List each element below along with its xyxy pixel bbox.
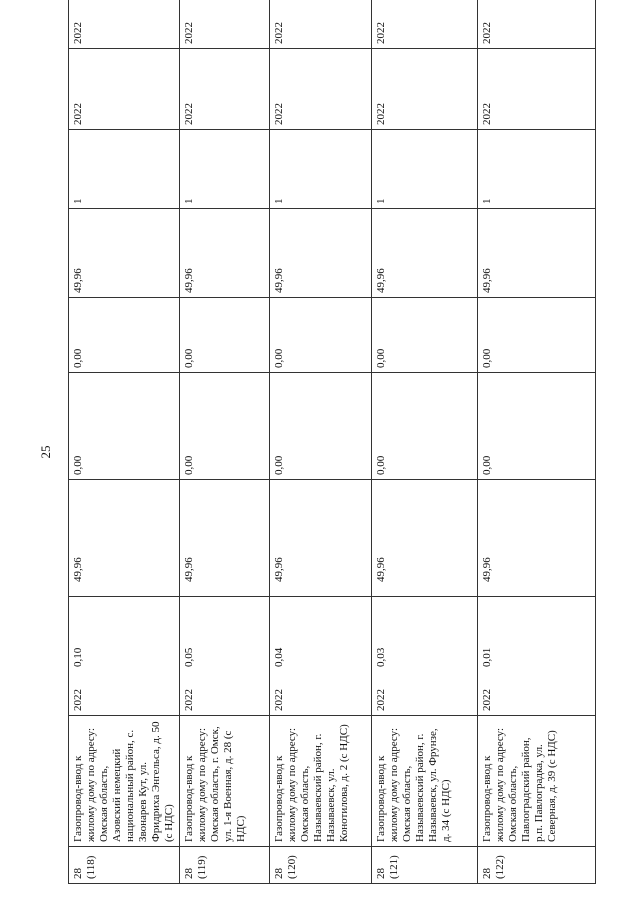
start-year-cell: 2022 xyxy=(372,671,478,716)
value-cell-1: 49,96 xyxy=(478,480,596,597)
object-name-cell: Газопровод-ввод к жилому дому по адресу: Омская область, Павлоградский район, р.п. Павлоградка, ул. Северная, д. 39 (с НДС) xyxy=(478,716,596,847)
value-cell-2: 0,00 xyxy=(69,373,180,480)
value-cell-4: 49,96 xyxy=(372,209,478,298)
length-cell: 0,01 xyxy=(478,597,596,672)
table-row xyxy=(270,0,372,884)
length-cell: 0,04 xyxy=(270,597,372,672)
year-cell-2: 2022 xyxy=(270,0,372,49)
value-cell-2: 0,00 xyxy=(372,373,478,480)
row-number-cell: 28 (121) xyxy=(372,847,478,884)
value-cell-2: 0,00 xyxy=(180,373,270,480)
value-cell-3: 0,00 xyxy=(69,298,180,373)
value-cell-3: 0,00 xyxy=(180,298,270,373)
quantity-cell: 1 xyxy=(69,130,180,209)
value-cell-1: 49,96 xyxy=(372,480,478,597)
start-year-cell: 2022 xyxy=(180,671,270,716)
year-cell-1: 2022 xyxy=(270,49,372,130)
length-cell: 0,03 xyxy=(372,597,478,672)
object-name-cell: Газопровод-ввод к жилому дому по адресу: Омская область, Называевский район, г. Называевск, ул. Конотилова, д. 2 (с НДС) xyxy=(270,716,372,847)
row-number-cell: 28 (122) xyxy=(478,847,596,884)
table-row xyxy=(69,0,180,884)
year-cell-1: 2022 xyxy=(372,49,478,130)
length-cell: 0,10 xyxy=(69,597,180,672)
page-number: 25 xyxy=(38,445,53,459)
table-row xyxy=(478,0,596,884)
value-cell-1: 49,96 xyxy=(69,480,180,597)
value-cell-4: 49,96 xyxy=(270,209,372,298)
quantity-cell: 1 xyxy=(478,130,596,209)
start-year-cell: 2022 xyxy=(478,671,596,716)
year-cell-2: 2022 xyxy=(69,0,180,49)
value-cell-4: 49,96 xyxy=(69,209,180,298)
start-year-cell: 2022 xyxy=(69,671,180,716)
value-cell-3: 0,00 xyxy=(270,298,372,373)
year-cell-2: 2022 xyxy=(180,0,270,49)
quantity-cell: 1 xyxy=(372,130,478,209)
value-cell-3: 0,00 xyxy=(372,298,478,373)
value-cell-4: 49,96 xyxy=(180,209,270,298)
value-cell-3: 0,00 xyxy=(478,298,596,373)
row-number-cell: 28 (120) xyxy=(270,847,372,884)
row-number-cell: 28 (118) xyxy=(69,847,180,884)
table-container xyxy=(68,20,588,884)
year-cell-1: 2022 xyxy=(69,49,180,130)
row-number-cell: 28 (119) xyxy=(180,847,270,884)
object-name-cell: Газопровод-ввод к жилому дому по адресу: Омская область, Называевский район, г. Называевск, ул. Фрунзе, д. 34 (с НДС) xyxy=(372,716,478,847)
value-cell-2: 0,00 xyxy=(270,373,372,480)
table-row xyxy=(180,0,270,884)
object-name-cell: Газопровод-ввод к жилому дому по адресу: Омская область, Азовский немецкий национальный район, с. Звонарев Кут, ул. Фридриха Энгельса, д. 50 (с НДС) xyxy=(69,716,180,847)
object-name-cell: Газопровод-ввод к жилому дому по адресу: Омская область, г. Омск, ул. 1-я Военная, д. 28 (с НДС) xyxy=(180,716,270,847)
table-row xyxy=(372,0,478,884)
start-year-cell: 2022 xyxy=(270,671,372,716)
year-cell-1: 2022 xyxy=(180,49,270,130)
value-cell-1: 49,96 xyxy=(270,480,372,597)
investment-table xyxy=(68,0,596,884)
quantity-cell: 1 xyxy=(270,130,372,209)
year-cell-2: 2022 xyxy=(372,0,478,49)
value-cell-2: 0,00 xyxy=(478,373,596,480)
year-cell-1: 2022 xyxy=(478,49,596,130)
quantity-cell: 1 xyxy=(180,130,270,209)
value-cell-4: 49,96 xyxy=(478,209,596,298)
length-cell: 0,05 xyxy=(180,597,270,672)
value-cell-1: 49,96 xyxy=(180,480,270,597)
year-cell-2: 2022 xyxy=(478,0,596,49)
